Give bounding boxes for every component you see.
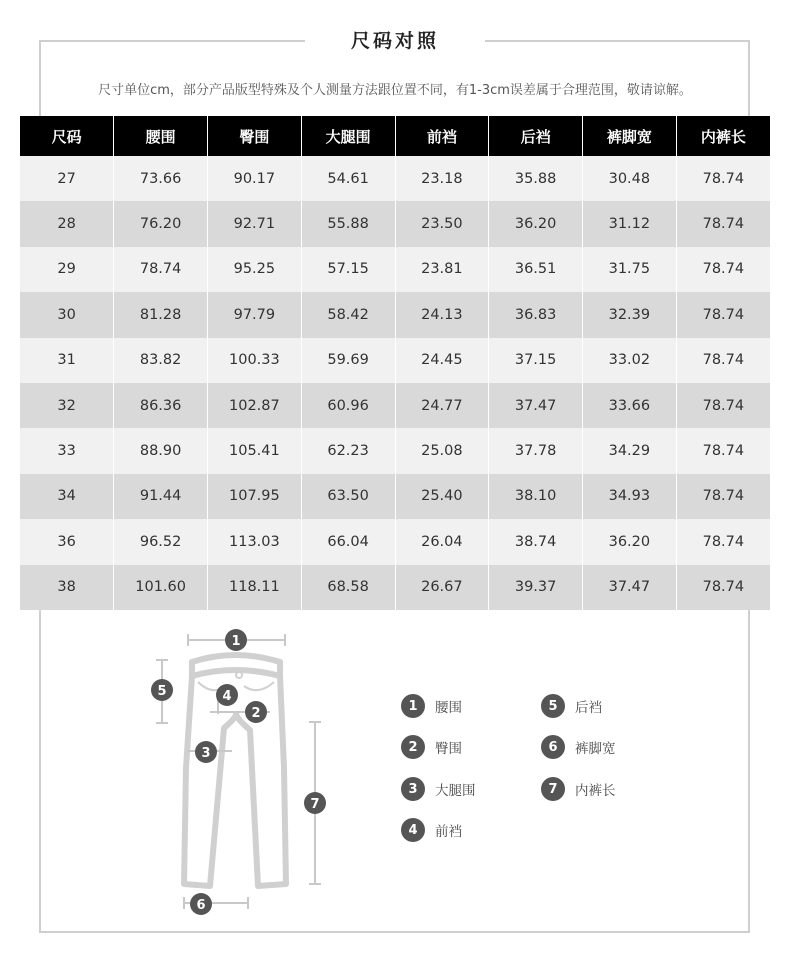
table-cell: 26.04 xyxy=(395,519,489,564)
table-cell: 37.78 xyxy=(489,428,583,473)
table-cell: 97.79 xyxy=(208,292,302,337)
table-cell: 27 xyxy=(20,156,114,201)
legend-item xyxy=(541,735,616,759)
table-cell: 39.37 xyxy=(489,565,583,610)
table-cell: 76.20 xyxy=(114,201,208,246)
table-row xyxy=(20,474,770,519)
table-header-row xyxy=(20,116,770,156)
table-cell: 101.60 xyxy=(114,565,208,610)
table-row xyxy=(20,565,770,610)
legend-number-badge: 5 xyxy=(541,694,565,718)
legend-item xyxy=(401,818,462,842)
table-cell: 57.15 xyxy=(301,247,395,292)
title-box xyxy=(305,24,485,58)
svg-text:7: 7 xyxy=(310,797,320,812)
diagram-marker-4 xyxy=(216,684,238,706)
legend-item xyxy=(401,735,462,759)
diagram-marker-5 xyxy=(151,679,173,701)
legend-number-badge: 1 xyxy=(401,694,425,718)
svg-text:5: 5 xyxy=(157,684,167,699)
table-cell: 23.81 xyxy=(395,247,489,292)
table-cell: 36.83 xyxy=(489,292,583,337)
table-cell: 78.74 xyxy=(676,338,770,383)
table-cell: 91.44 xyxy=(114,474,208,519)
table-cell: 78.74 xyxy=(676,565,770,610)
table-cell: 30 xyxy=(20,292,114,337)
table-cell: 86.36 xyxy=(114,383,208,428)
table-cell: 36.20 xyxy=(583,519,677,564)
table-cell: 78.74 xyxy=(114,247,208,292)
size-note: 尺寸单位cm，部分产品版型特殊及个人测量方法跟位置不同，有1-3cm误差属于合理范围，敬请谅解。 xyxy=(98,83,692,98)
table-cell: 88.90 xyxy=(114,428,208,473)
table-cell: 55.88 xyxy=(301,201,395,246)
table-row xyxy=(20,428,770,473)
svg-text:4: 4 xyxy=(222,689,232,704)
diagram-marker-2 xyxy=(245,701,267,723)
table-cell: 32.39 xyxy=(583,292,677,337)
table-cell: 78.74 xyxy=(676,247,770,292)
legend-number-badge: 6 xyxy=(541,735,565,759)
table-cell: 28 xyxy=(20,201,114,246)
table-cell: 31.12 xyxy=(583,201,677,246)
table-row xyxy=(20,519,770,564)
table-cell: 68.58 xyxy=(301,565,395,610)
legend-number-badge: 2 xyxy=(401,735,425,759)
legend-label: 前裆 xyxy=(435,824,462,840)
svg-text:2: 2 xyxy=(251,706,261,721)
table-cell: 63.50 xyxy=(301,474,395,519)
legend-label: 臀围 xyxy=(435,741,462,757)
table-cell: 24.77 xyxy=(395,383,489,428)
table-cell: 100.33 xyxy=(208,338,302,383)
legend-item xyxy=(401,694,462,718)
table-row xyxy=(20,156,770,201)
table-cell: 95.25 xyxy=(208,247,302,292)
table-cell: 34.93 xyxy=(583,474,677,519)
diagram-marker-1 xyxy=(225,629,247,651)
table-cell: 38.10 xyxy=(489,474,583,519)
legend-number-badge: 4 xyxy=(401,818,425,842)
table-cell: 78.74 xyxy=(676,156,770,201)
table-cell: 35.88 xyxy=(489,156,583,201)
table-cell: 60.96 xyxy=(301,383,395,428)
table-cell: 107.95 xyxy=(208,474,302,519)
table-cell: 36.20 xyxy=(489,201,583,246)
diagram-marker-6 xyxy=(190,893,212,915)
table-cell: 34.29 xyxy=(583,428,677,473)
table-cell: 78.74 xyxy=(676,428,770,473)
table-cell: 36 xyxy=(20,519,114,564)
page-title: 尺码对照 xyxy=(350,30,439,52)
table-cell: 29 xyxy=(20,247,114,292)
table-cell: 81.28 xyxy=(114,292,208,337)
header-cell: 臀围 xyxy=(208,116,302,156)
legend-item xyxy=(541,694,602,718)
table-cell: 23.50 xyxy=(395,201,489,246)
table-cell: 90.17 xyxy=(208,156,302,201)
table-row xyxy=(20,292,770,337)
diagram-marker-7 xyxy=(304,792,326,814)
header-cell: 大腿围 xyxy=(301,116,395,156)
legend-label: 内裤长 xyxy=(575,783,616,799)
table-cell: 92.71 xyxy=(208,201,302,246)
table-cell: 25.40 xyxy=(395,474,489,519)
table-cell: 83.82 xyxy=(114,338,208,383)
legend-number-badge: 3 xyxy=(401,777,425,801)
legend-label: 腰围 xyxy=(435,700,462,716)
header-cell: 腰围 xyxy=(114,116,208,156)
table-cell: 78.74 xyxy=(676,292,770,337)
table-cell: 73.66 xyxy=(114,156,208,201)
pants-measurement-diagram-icon xyxy=(140,618,360,928)
svg-text:6: 6 xyxy=(196,898,206,913)
legend-label: 大腿围 xyxy=(435,783,476,799)
header-cell: 内裤长 xyxy=(676,116,770,156)
svg-text:1: 1 xyxy=(231,634,241,649)
table-cell: 38 xyxy=(20,565,114,610)
legend-label: 后裆 xyxy=(575,700,602,716)
legend-number-badge: 7 xyxy=(541,777,565,801)
header-cell: 裤脚宽 xyxy=(583,116,677,156)
table-cell: 102.87 xyxy=(208,383,302,428)
table-cell: 78.74 xyxy=(676,201,770,246)
table-cell: 24.45 xyxy=(395,338,489,383)
table-cell: 78.74 xyxy=(676,474,770,519)
table-cell: 59.69 xyxy=(301,338,395,383)
table-cell: 26.67 xyxy=(395,565,489,610)
table-row xyxy=(20,383,770,428)
table-cell: 25.08 xyxy=(395,428,489,473)
legend-item xyxy=(541,777,616,801)
size-table xyxy=(20,116,770,610)
diagram-marker-3 xyxy=(195,741,217,763)
table-cell: 62.23 xyxy=(301,428,395,473)
table-cell: 33 xyxy=(20,428,114,473)
table-cell: 33.02 xyxy=(583,338,677,383)
table-cell: 37.15 xyxy=(489,338,583,383)
table-cell: 54.61 xyxy=(301,156,395,201)
table-cell: 31.75 xyxy=(583,247,677,292)
legend-label: 裤脚宽 xyxy=(575,741,616,757)
table-cell: 58.42 xyxy=(301,292,395,337)
table-row xyxy=(20,338,770,383)
header-cell: 后裆 xyxy=(489,116,583,156)
table-cell: 105.41 xyxy=(208,428,302,473)
table-cell: 23.18 xyxy=(395,156,489,201)
table-cell: 37.47 xyxy=(489,383,583,428)
table-cell: 66.04 xyxy=(301,519,395,564)
table-cell: 36.51 xyxy=(489,247,583,292)
table-cell: 118.11 xyxy=(208,565,302,610)
header-cell: 尺码 xyxy=(20,116,114,156)
table-cell: 38.74 xyxy=(489,519,583,564)
table-cell: 96.52 xyxy=(114,519,208,564)
header-cell: 前裆 xyxy=(395,116,489,156)
legend-item xyxy=(401,777,476,801)
table-cell: 30.48 xyxy=(583,156,677,201)
table-row xyxy=(20,247,770,292)
table-cell: 78.74 xyxy=(676,383,770,428)
table-row xyxy=(20,201,770,246)
table-cell: 37.47 xyxy=(583,565,677,610)
table-cell: 33.66 xyxy=(583,383,677,428)
table-cell: 34 xyxy=(20,474,114,519)
table-cell: 113.03 xyxy=(208,519,302,564)
table-cell: 32 xyxy=(20,383,114,428)
table-cell: 31 xyxy=(20,338,114,383)
table-cell: 24.13 xyxy=(395,292,489,337)
table-cell: 78.74 xyxy=(676,519,770,564)
svg-text:3: 3 xyxy=(201,746,211,761)
